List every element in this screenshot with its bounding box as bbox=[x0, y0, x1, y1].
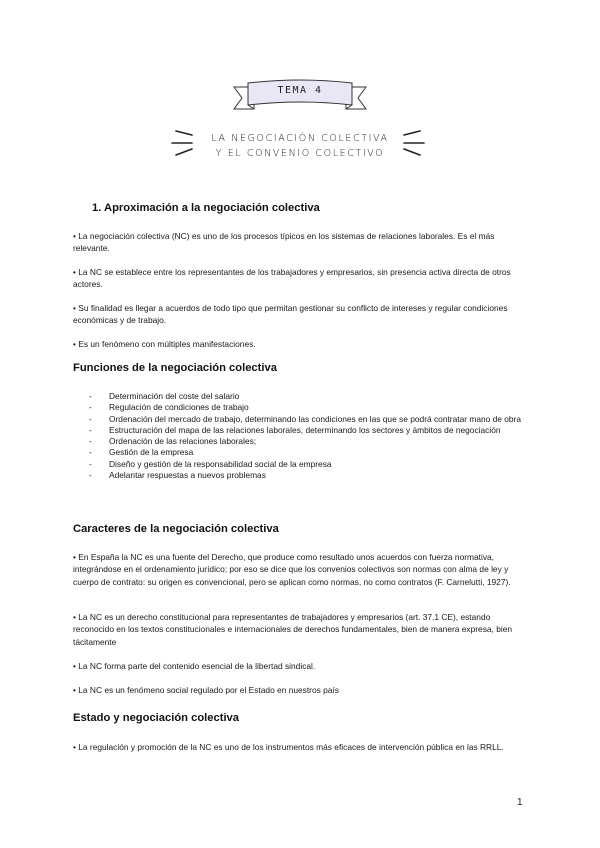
section-heading-caracteres: Caracteres de la negociación colectiva bbox=[73, 523, 279, 535]
banner-label: TEMA 4 bbox=[277, 85, 323, 96]
page-number: 1 bbox=[517, 797, 523, 808]
list-item: - Ordenación del mercado de trabajo, determinando las condiciones en las que se podrá contratar mano de obra bbox=[89, 413, 522, 424]
title-banner bbox=[230, 73, 370, 115]
paragraph: • En España la NC es una fuente del Derecho, que produce como resultado unos acuerdos con fuerza normativa, integrándose en el ordenamiento jurídico; por eso se dice que los convenios colectivos son normas con alma de ley y cuerpo de contrato: su origen es convencional, pero se aplican como normas, no como contratos (F. Carnelutti, 1927). bbox=[73, 552, 511, 587]
subtitle-line-1: LA NEGOCIACIÓN COLECTIVA bbox=[211, 133, 389, 144]
paragraph: • La NC se establece entre los representantes de los trabajadores y empresarios, sin presencia activa directa de otros actores. bbox=[73, 267, 511, 290]
list-item: - Adelantar respuestas a nuevos problemas bbox=[89, 470, 266, 481]
section-heading-estado: Estado y negociación colectiva bbox=[73, 712, 240, 724]
section-heading-funciones: Funciones de la negociación colectiva bbox=[73, 362, 277, 374]
list-item: - Gestión de la empresa bbox=[89, 447, 194, 458]
paragraph: • Su finalidad es llegar a acuerdos de todo tipo que permitan gestionar su conflicto de intereses y regular condiciones económicas y de trabajo. bbox=[73, 303, 508, 326]
paragraph: • La NC es un derecho constitucional para representantes de trabajadores y empresarios (art. 37.1 CE), estando reconocido en los textos constitucionales e internacionales de derechos fundamentales, bien de manera expresa, bien tácitamente bbox=[73, 612, 513, 647]
document-subtitle bbox=[200, 131, 400, 161]
list-item: - Diseño y gestión de la responsabilidad social de la empresa bbox=[89, 458, 332, 469]
list-item: - Estructuración del mapa de las relaciones laborales, determinando los sectores y ámbitos de negociación bbox=[89, 424, 501, 435]
section-heading-aproximacion: 1. Aproximación a la negociación colectiva bbox=[92, 202, 320, 214]
paragraph: • La negociación colectiva (NC) es uno de los procesos típicos en los sistemas de relaciones laborales. Es el más relevante. bbox=[73, 231, 495, 254]
paragraph: • Es un fenómeno con múltiples manifestaciones. bbox=[73, 339, 256, 349]
paragraph: • La NC forma parte del contenido esencial de la libertad sindical. bbox=[73, 661, 316, 671]
subtitle-line-2: Y EL CONVENIO COLECTIVO bbox=[215, 148, 385, 159]
list-item: - Ordenación de las relaciones laborales; bbox=[89, 436, 257, 447]
list-item: - Determinación del coste del salario bbox=[89, 391, 240, 401]
paragraph: • La regulación y promoción de la NC es uno de los instrumentos más eficaces de intervención pública en las RRLL. bbox=[73, 742, 504, 752]
funciones-list bbox=[73, 391, 533, 481]
sparkle-left-icon bbox=[170, 127, 194, 157]
list-item: - Regulación de condiciones de trabajo bbox=[89, 402, 249, 413]
sparkle-right-icon bbox=[402, 127, 426, 157]
paragraph: • La NC es un fenómeno social regulado por el Estado en nuestros país bbox=[73, 685, 339, 695]
